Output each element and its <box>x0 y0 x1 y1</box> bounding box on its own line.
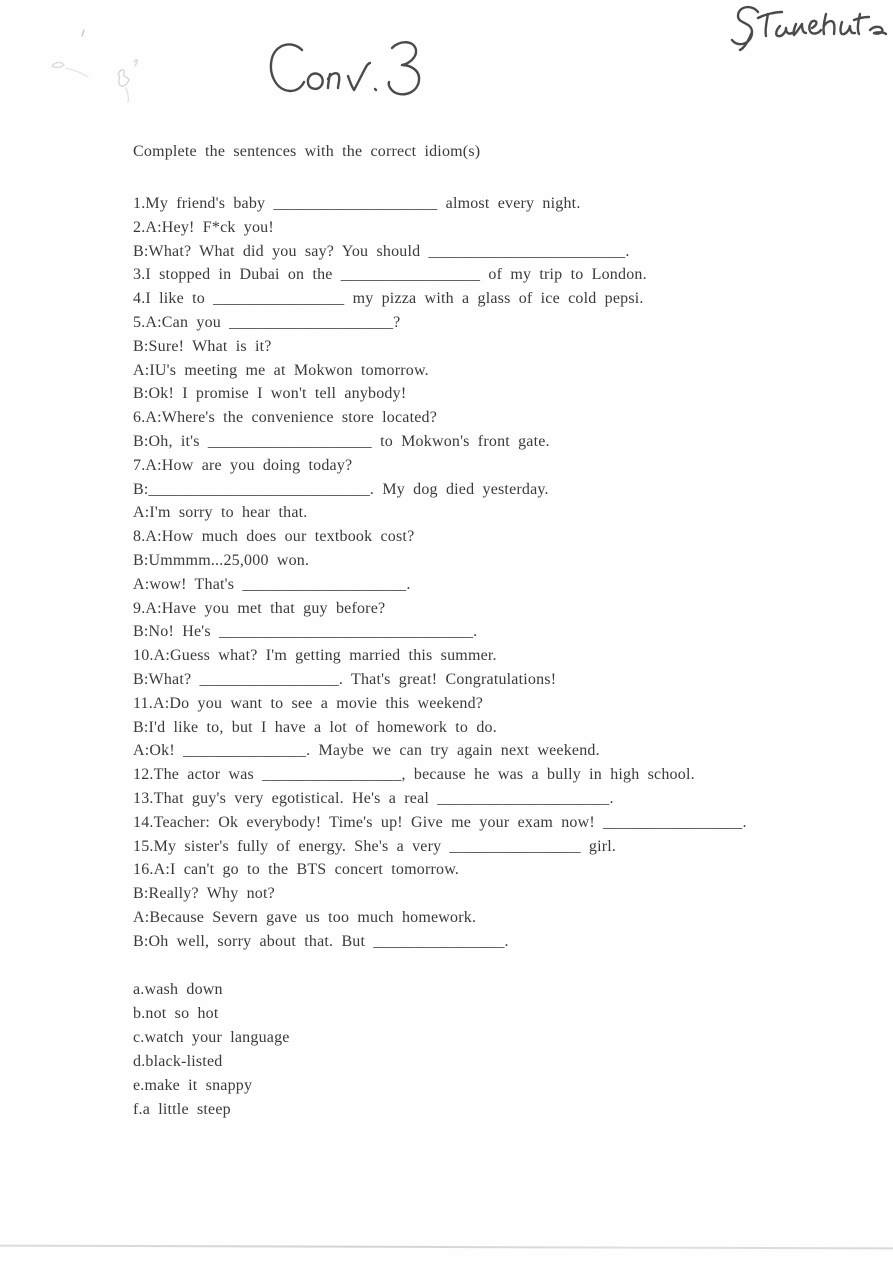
worksheet-content <box>133 140 883 1122</box>
sentence-line: B:No! He's _______________________________. <box>133 623 478 641</box>
sentence-line: A:Ok! _______________. Maybe we can try again next weekend. <box>133 742 600 760</box>
answer-option: b.not so hot <box>133 1004 219 1022</box>
sentence-line: 10.A:Guess what? I'm getting married this summer. <box>133 647 497 665</box>
answer-option: f.a little steep <box>133 1100 231 1118</box>
sentence-line: 11.A:Do you want to see a movie this weekend? <box>133 694 484 712</box>
sentence-line: A:wow! That's ____________________. <box>133 575 411 593</box>
sentence-line: 9.A:Have you met that guy before? <box>133 599 386 617</box>
sentence-line: 16.A:I can't go to the BTS concert tomorrow. <box>133 861 460 879</box>
sentence-line: A:I'm sorry to hear that. <box>133 504 308 522</box>
sentence-line: 7.A:How are you doing today? <box>133 456 353 474</box>
sentence-line: A:IU's meeting me at Mokwon tomorrow. <box>133 361 429 379</box>
sentence-line: 5.A:Can you ____________________? <box>133 313 401 331</box>
scan-artifact-line <box>0 1245 893 1250</box>
answer-option: e.make it snappy <box>133 1076 253 1094</box>
instruction-text: Complete the sentences with the correct idiom(s) <box>133 143 481 160</box>
sentence-line: 4.I like to ________________ my pizza with a glass of ice cold pepsi. <box>133 290 644 308</box>
sentence-lines <box>133 192 883 954</box>
answer-option: c.watch your language <box>133 1028 290 1046</box>
sentence-line: B:I'd like to, but I have a lot of homework to do. <box>133 718 497 736</box>
sentence-line: B:What? What did you say? You should ________________________. <box>133 242 630 260</box>
sentence-line: B:What? _________________. That's great! Congratulations! <box>133 670 557 688</box>
sentence-line: 3.I stopped in Dubai on the _________________ of my trip to London. <box>133 266 647 284</box>
sentence-line: 2.A:Hey! F*ck you! <box>133 218 274 236</box>
answer-option: a.wash down <box>133 980 223 998</box>
sentence-line: 8.A:How much does our textbook cost? <box>133 528 415 546</box>
pencil-smudge-marks <box>30 28 200 118</box>
sentence-line: 15.My sister's fully of energy. She's a very ________________ girl. <box>133 837 617 855</box>
sentence-line: B:Ummmm...25,000 won. <box>133 551 310 569</box>
sentence-line: A:Because Severn gave us too much homework. <box>133 908 477 926</box>
answer-option: d.black-listed <box>133 1052 223 1070</box>
sentence-line: 14.Teacher: Ok everybody! Time's up! Give me your exam now! _________________. <box>133 813 747 831</box>
handwritten-corner-note <box>728 2 888 54</box>
sentence-line: B:Sure! What is it? <box>133 337 272 355</box>
sentence-line: 13.That guy's very egotistical. He's a real _____________________. <box>133 789 614 807</box>
sentence-line: B:Really? Why not? <box>133 885 275 903</box>
sentence-line: B:Oh well, sorry about that. But ________________. <box>133 932 509 950</box>
sentence-line: 1.My friend's baby ____________________ almost every night. <box>133 195 581 212</box>
sentence-line: B:___________________________. My dog died yesterday. <box>133 480 549 498</box>
answer-options-list <box>133 978 883 1122</box>
sentence-line: B:Oh, it's ____________________ to Mokwon's front gate. <box>133 432 550 450</box>
sentence-line: 6.A:Where's the convenience store located? <box>133 409 438 427</box>
sentence-line: B:Ok! I promise I won't tell anybody! <box>133 385 407 403</box>
handwritten-title <box>262 34 447 106</box>
sentence-line: 12.The actor was _________________, because he was a bully in high school. <box>133 766 695 784</box>
